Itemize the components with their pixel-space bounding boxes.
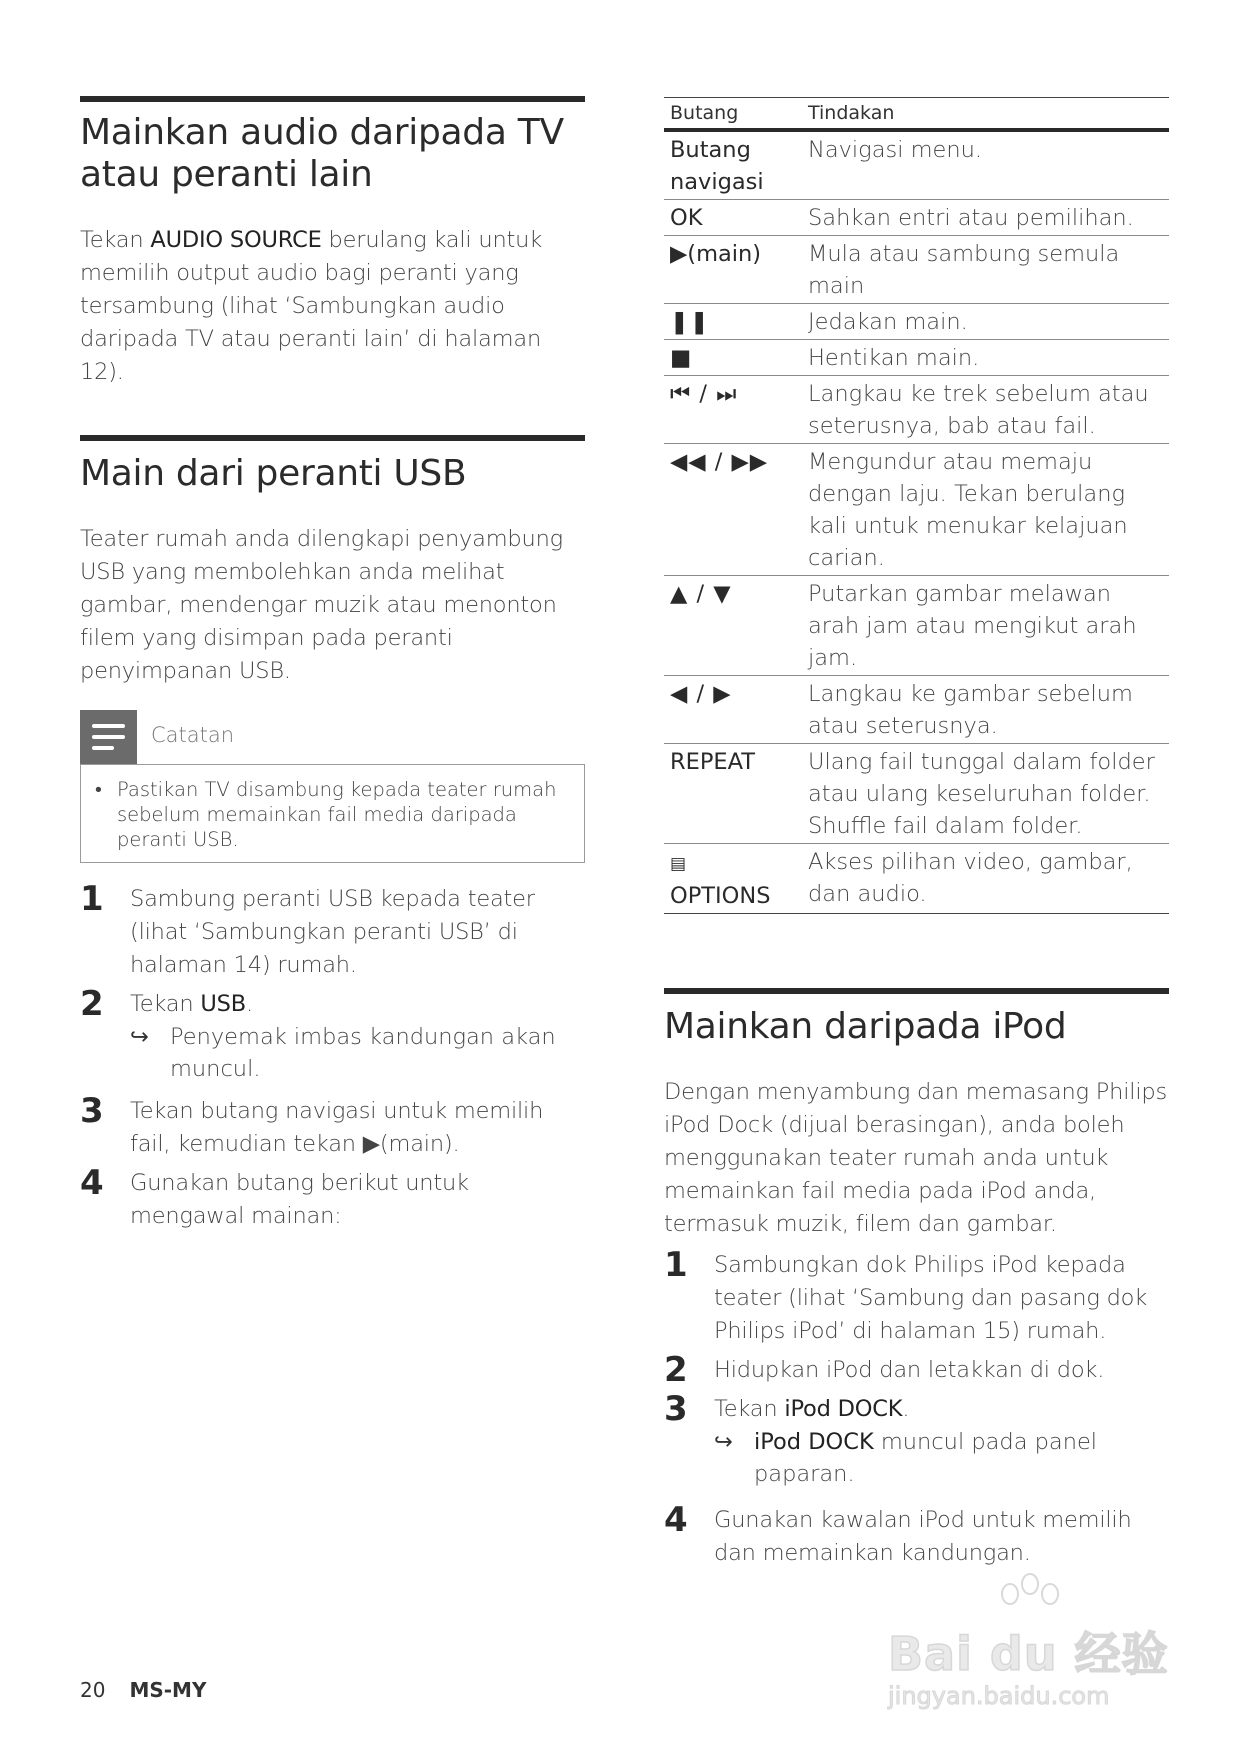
header-action: Tindakan — [802, 98, 1169, 131]
action-cell: Jedakan main. — [802, 304, 1169, 340]
section-title-ipod: Mainkan daripada iPod — [664, 1006, 1067, 1047]
options-icon: ▤ — [670, 854, 688, 874]
watermark-url: jingyan.baidu.com — [888, 1682, 1110, 1710]
text: . — [902, 1396, 910, 1422]
step — [664, 1500, 1169, 1570]
step-text: Tekan butang navigasi untuk memilih fail, kemudian tekan ▶(main). — [130, 1098, 544, 1157]
table-row — [664, 304, 1169, 340]
step — [80, 1091, 585, 1161]
section-rule — [664, 988, 1169, 994]
note-body — [80, 764, 585, 863]
result-arrow-icon: ↪ — [130, 1024, 149, 1050]
button-cell: Butang navigasi — [664, 130, 802, 200]
step-number: 1 — [80, 879, 104, 919]
keyword-ipod-dock: iPod DOCK — [754, 1429, 874, 1455]
usb-steps — [80, 879, 585, 1233]
button-cell: OK — [664, 200, 802, 236]
action-cell: Langkau ke trek sebelum atau seterusnya, bab atau fail. — [802, 376, 1169, 444]
right-column — [664, 97, 1169, 1576]
step-text: Gunakan butang berikut untuk mengawal mainan: — [130, 1170, 469, 1229]
baidu-watermark — [878, 1572, 1178, 1712]
step-number: 1 — [664, 1245, 688, 1285]
action-cell: Mengundur atau memaju dengan laju. Tekan berulang kali untuk menukar kelajuan carian. — [802, 444, 1169, 576]
header-button: Butang — [664, 98, 802, 131]
step-text: Gunakan kawalan iPod untuk memilih dan memainkan kandungan. — [714, 1507, 1132, 1566]
note-icon — [80, 710, 137, 764]
action-cell: Ulang fail tunggal dalam folder atau ulang keseluruhan folder. Shuffle fail dalam folder. — [802, 744, 1169, 844]
note-header — [80, 710, 585, 764]
action-cell: Hentikan main. — [802, 340, 1169, 376]
rewind-forward-icon: ◀◀ / ▶▶ — [664, 444, 802, 576]
section-rule — [80, 96, 585, 102]
note-box — [80, 710, 585, 863]
table-row — [664, 444, 1169, 576]
action-cell: Akses pilihan video, gambar, dan audio. — [802, 844, 1169, 914]
text: berulang kali untuk memilih output audio bagi peranti yang tersambung (lihat ‘Sambungkan audio daripada TV atau peranti lain’ di halaman 12). — [80, 227, 543, 385]
skip-prev-next-icon: ⏮ / ⏭ — [664, 376, 802, 444]
watermark-text: Bai du 经验 — [888, 1627, 1169, 1681]
step-number: 4 — [664, 1500, 688, 1540]
step-number: 2 — [80, 984, 104, 1024]
section-title-usb: Main dari peranti USB — [80, 453, 467, 494]
action-cell: Navigasi menu. — [802, 130, 1169, 200]
controls-table — [664, 97, 1169, 914]
text: Tekan — [80, 227, 151, 253]
result-text: Penyemak imbas kandungan akan muncul. — [170, 1024, 556, 1082]
text: Tekan — [130, 991, 201, 1017]
step-number: 3 — [664, 1389, 688, 1429]
step — [80, 1163, 585, 1233]
left-column — [80, 96, 585, 1239]
title-line: atau peranti lain — [80, 154, 373, 195]
audio-source-paragraph — [80, 224, 585, 389]
title-line: Mainkan audio daripada TV — [80, 112, 564, 153]
action-cell: Langkau ke gambar sebelum atau seterusnya. — [802, 676, 1169, 744]
section-rule — [80, 435, 585, 441]
pause-icon: ❚❚ — [664, 304, 802, 340]
step-result — [714, 1426, 1169, 1490]
action-cell: Mula atau sambung semula main — [802, 236, 1169, 304]
step — [80, 984, 585, 1085]
table-row — [664, 576, 1169, 676]
table-header-row — [664, 98, 1169, 131]
step-text: Hidupkan iPod dan letakkan di dok. — [714, 1357, 1105, 1383]
step-number: 4 — [80, 1163, 104, 1203]
note-label: Catatan — [151, 723, 235, 747]
step-number: 3 — [80, 1091, 104, 1131]
stop-icon: ■ — [664, 340, 802, 376]
table-row — [664, 200, 1169, 236]
table-row — [664, 340, 1169, 376]
table-row — [664, 744, 1169, 844]
ipod-steps — [664, 1245, 1169, 1570]
keyword-audio-source: AUDIO SOURCE — [150, 227, 322, 253]
up-down-icon: ▲ / ▼ — [664, 576, 802, 676]
left-right-icon: ◀ / ▶ — [664, 676, 802, 744]
note-item — [95, 777, 570, 852]
note-text: Pastikan TV disambung kepada teater rumah sebelum memainkan fail media daripada peranti USB. — [117, 778, 557, 851]
section-title-audio-tv — [80, 112, 585, 196]
table-row — [664, 376, 1169, 444]
options-button-cell — [664, 844, 802, 914]
table-row — [664, 236, 1169, 304]
step — [664, 1389, 1169, 1490]
bullet: • — [95, 778, 102, 801]
ipod-intro-paragraph: Dengan menyambung dan memasang Philips iPod Dock (dijual berasingan), anda boleh menggunakan teater rumah anda untuk memainkan fail media pada iPod anda, termasuk muzik, filem dan gambar. — [664, 1079, 1167, 1237]
action-cell: Sahkan entri atau pemilihan. — [802, 200, 1169, 236]
keyword-usb: USB — [200, 991, 246, 1017]
table-row — [664, 844, 1169, 914]
page-number: 20 — [80, 1678, 106, 1702]
step-number: 2 — [664, 1350, 688, 1390]
result-text: muncul pada panel paparan. — [754, 1429, 1098, 1487]
language-code: MS-MY — [129, 1678, 207, 1702]
text: . — [246, 991, 253, 1017]
button-label: OPTIONS — [670, 883, 771, 909]
step-text: Sambungkan dok Philips iPod kepada teater (lihat ‘Sambung dan pasang dok Philips iPod’ di halaman 15) rumah. — [714, 1252, 1148, 1344]
step-text — [714, 1393, 1169, 1426]
table-row — [664, 676, 1169, 744]
action-cell: Putarkan gambar melawan arah jam atau mengikut arah jam. — [802, 576, 1169, 676]
step-result — [130, 1021, 585, 1085]
step — [80, 879, 585, 982]
step-text: Sambung peranti USB kepada teater (lihat ‘Sambungkan peranti USB’ di halaman 14) rumah. — [130, 886, 535, 978]
button-cell: REPEAT — [664, 744, 802, 844]
step — [664, 1350, 1169, 1390]
page-footer — [80, 1678, 206, 1702]
keyword-ipod-dock: iPod DOCK — [784, 1396, 903, 1422]
usb-intro-paragraph: Teater rumah anda dilengkapi penyambung USB yang membolehkan anda melihat gambar, mendengar muzik atau menonton filem yang disimpan pada peranti penyimpanan USB. — [80, 526, 563, 684]
step-text — [130, 988, 585, 1021]
table-row — [664, 130, 1169, 200]
step — [664, 1245, 1169, 1348]
text: Tekan — [714, 1396, 785, 1422]
play-button-cell: ▶(main) — [664, 236, 802, 304]
result-arrow-icon: ↪ — [714, 1429, 733, 1455]
